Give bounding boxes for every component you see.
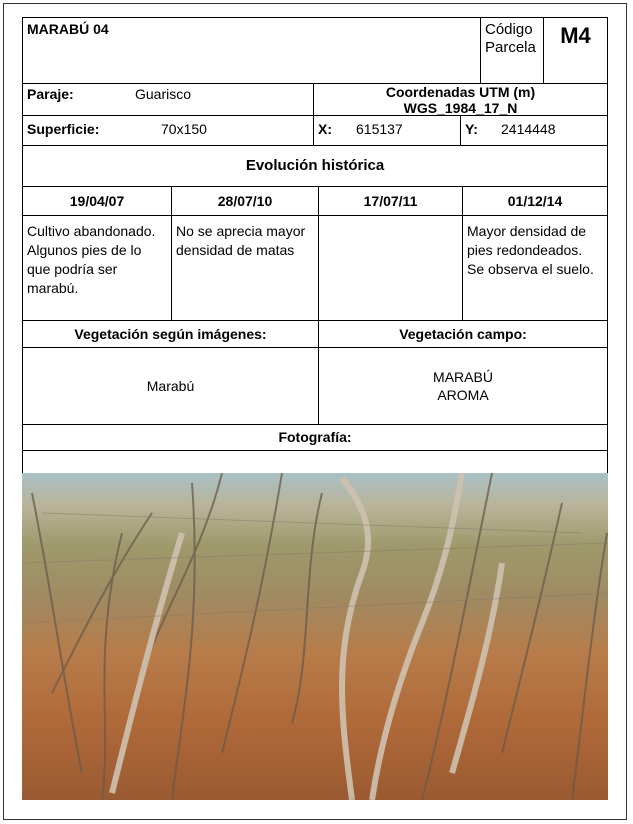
date-1: 19/04/07 [22, 186, 172, 216]
paraje-value: Guarisco [135, 86, 192, 102]
paraje-label: Paraje: [27, 86, 74, 102]
superficie-label: Superficie: [27, 121, 100, 137]
evolucion-heading: Evolución histórica [22, 145, 608, 187]
codigo-value: M4 [543, 17, 608, 84]
field-photo [22, 473, 608, 800]
coords-system: WGS_1984_17_N [403, 100, 518, 116]
note-4: Mayor densidad de pies redondeados. Se observa el suelo. [462, 215, 608, 321]
veg-campo-value-1: MARABÚ [433, 369, 493, 385]
veg-campo-values [318, 347, 608, 425]
x-value: 615137 [356, 121, 403, 137]
foto-spacer [22, 450, 608, 474]
veg-imagenes-value: Marabú [22, 347, 319, 425]
y-cell [460, 115, 608, 146]
date-3: 17/07/11 [318, 186, 463, 216]
note-2: No se aprecia mayor densidad de matas [171, 215, 319, 321]
veg-imagenes-label: Vegetación según imágenes: [22, 320, 319, 348]
photo-branches [22, 473, 608, 800]
codigo-label: Código Parcela [480, 17, 544, 84]
coords-cell [313, 83, 608, 116]
plot-title: MARABÚ 04 [22, 17, 481, 84]
superficie-cell [22, 115, 314, 146]
date-4: 01/12/14 [462, 186, 608, 216]
y-value: 2414448 [501, 121, 556, 137]
veg-campo-value-2: AROMA [437, 387, 489, 403]
x-label: X: [318, 121, 332, 137]
foto-label: Fotografía: [22, 424, 608, 451]
coords-label: Coordenadas UTM (m) [385, 84, 536, 100]
date-2: 28/07/10 [171, 186, 319, 216]
x-cell [313, 115, 461, 146]
paraje-cell [22, 83, 314, 116]
veg-campo-label: Vegetación campo: [318, 320, 608, 348]
note-3 [318, 215, 463, 321]
y-label: Y: [465, 121, 478, 137]
note-1: Cultivo abandonado. Algunos pies de lo que podría ser marabú. [22, 215, 172, 321]
superficie-value: 70x150 [161, 121, 207, 137]
